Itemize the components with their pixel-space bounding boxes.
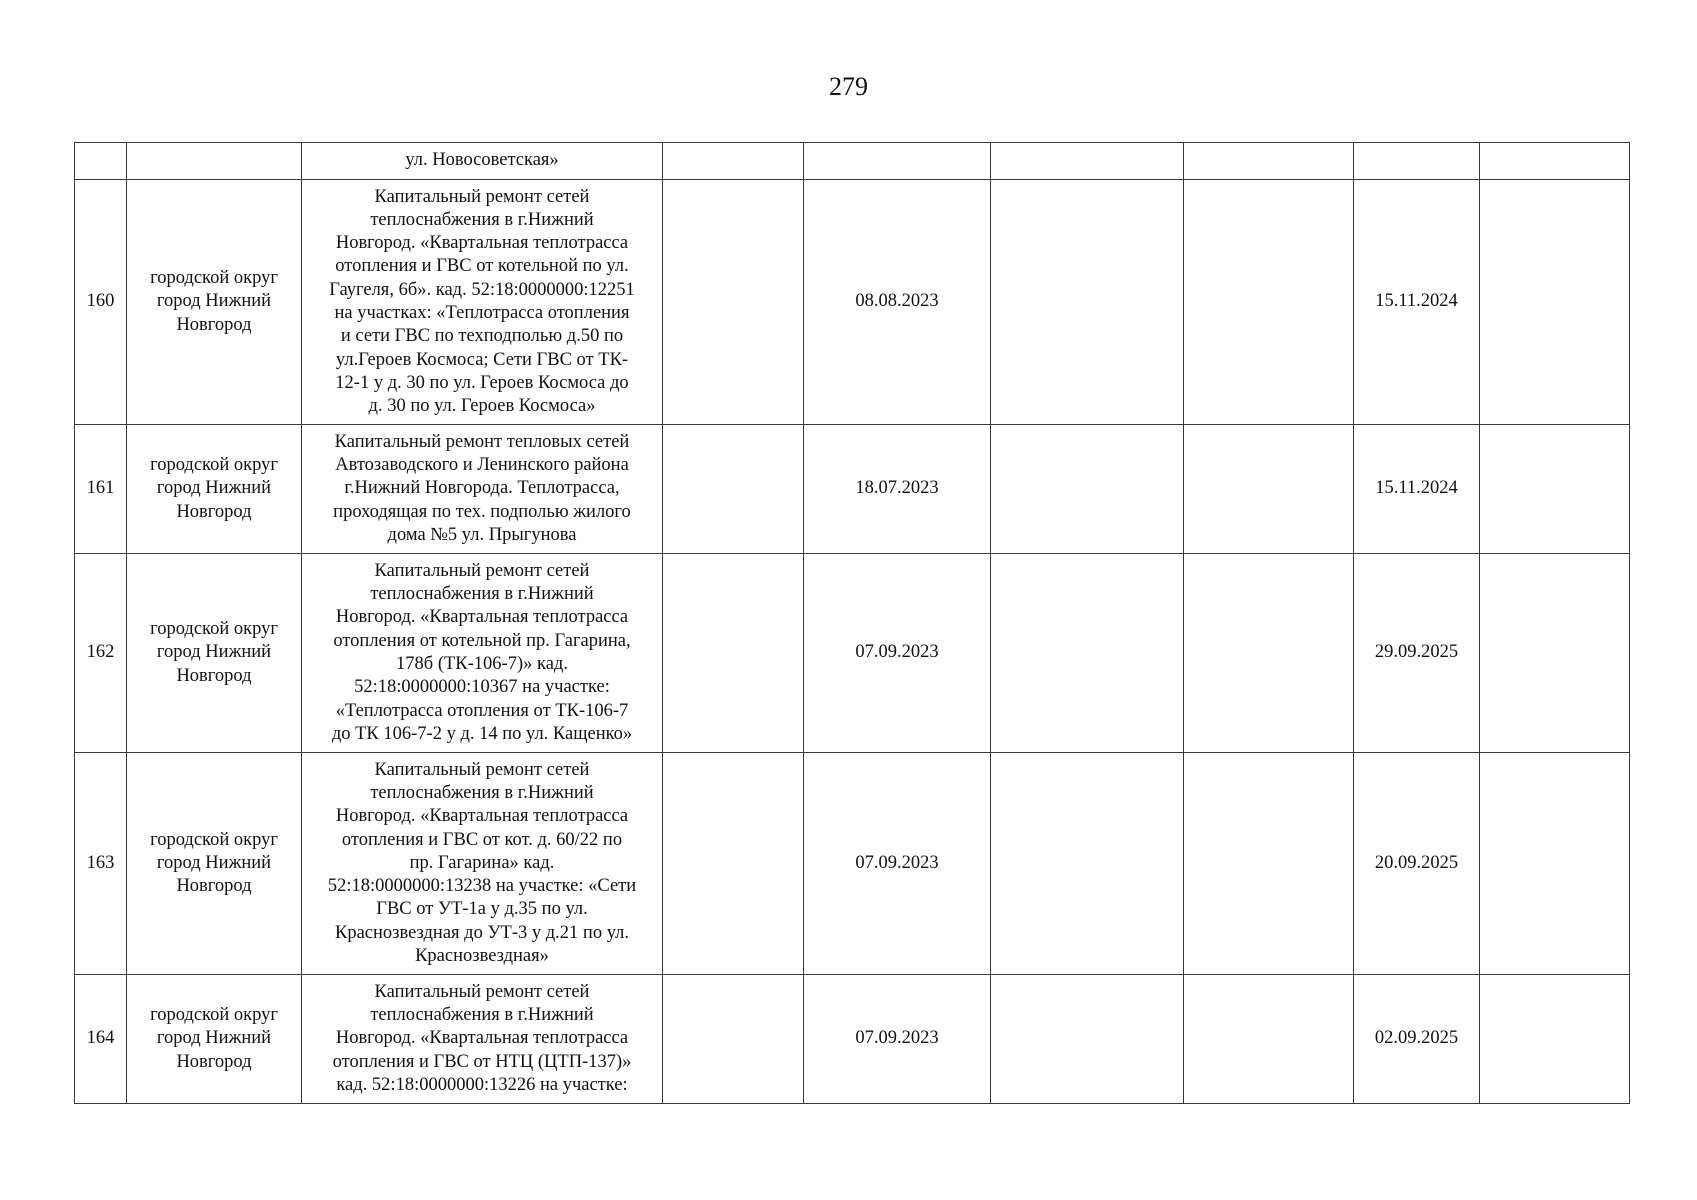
description-line: ул.Героев Космоса; Сети ГВС от ТК- bbox=[335, 349, 629, 370]
description-line: Новгород. «Квартальная теплотрасса bbox=[335, 607, 629, 628]
cell-date-end bbox=[1354, 143, 1480, 180]
cell-date-end: 29.09.2025 bbox=[1354, 554, 1480, 753]
cell-date-start: 07.09.2023 bbox=[804, 975, 991, 1104]
municipality-line: городской округ bbox=[150, 455, 278, 476]
cell-date-start: 07.09.2023 bbox=[804, 753, 991, 975]
description-line: проходящая по тех. подполью жилого bbox=[333, 501, 631, 522]
description-line: кад. 52:18:0000000:13226 на участке: bbox=[336, 1074, 628, 1095]
table-row-continuation bbox=[75, 143, 1630, 180]
cell-empty bbox=[1480, 143, 1630, 180]
cell-empty bbox=[991, 425, 1184, 554]
cell-num: 163 bbox=[75, 753, 127, 975]
description-line: отопления и ГВС от кот. д. 60/22 по bbox=[341, 829, 623, 850]
cell-num: 161 bbox=[75, 425, 127, 554]
cell-description bbox=[302, 753, 663, 975]
description-line: ГВС от УТ-1а у д.35 по ул. bbox=[376, 899, 588, 920]
municipality-line: Новгород bbox=[176, 876, 252, 897]
table-row bbox=[75, 554, 1630, 753]
description-line: 12-1 у д. 30 по ул. Героев Космоса до bbox=[335, 372, 629, 393]
description-line: теплоснабжения в г.Нижний bbox=[370, 1005, 594, 1026]
cell-description bbox=[302, 180, 663, 425]
description-line: отопления и ГВС от НТЦ (ЦТП-137)» bbox=[332, 1051, 632, 1072]
table-row bbox=[75, 753, 1630, 975]
municipality-line: Новгород bbox=[176, 501, 252, 522]
cell-description bbox=[302, 554, 663, 753]
cell-municipality bbox=[127, 143, 302, 180]
cell-municipality bbox=[127, 425, 302, 554]
description-line: теплоснабжения в г.Нижний bbox=[370, 782, 594, 803]
municipality-line: городской округ bbox=[150, 829, 278, 850]
description-line: до ТК 106-7-2 у д. 14 по ул. Кащенко» bbox=[331, 723, 633, 744]
description-line: Новгород. «Квартальная теплотрасса bbox=[335, 233, 629, 254]
municipality-line: Новгород bbox=[176, 314, 252, 335]
cell-empty bbox=[1184, 425, 1354, 554]
cell-empty bbox=[1480, 180, 1630, 425]
municipality-line: городской округ bbox=[150, 619, 278, 640]
description-line: 178б (ТК-106-7)» кад. bbox=[396, 654, 568, 674]
municipality-line: город Нижний bbox=[156, 852, 272, 873]
cell-municipality bbox=[127, 975, 302, 1104]
municipality-line: город Нижний bbox=[156, 291, 272, 312]
cell-empty bbox=[1480, 425, 1630, 554]
cell-date-end: 15.11.2024 bbox=[1354, 425, 1480, 554]
cell-empty bbox=[1184, 143, 1354, 180]
cell-empty bbox=[663, 554, 804, 753]
cell-empty bbox=[991, 143, 1184, 180]
cell-empty bbox=[1480, 554, 1630, 753]
description-line: Краснозвездная до УТ-3 у д.21 по ул. bbox=[335, 922, 629, 943]
municipality-line: Новгород bbox=[176, 665, 252, 686]
description-line: г.Нижний Новгорода. Теплотрасса, bbox=[344, 478, 620, 499]
works-table bbox=[74, 142, 1630, 1104]
cell-date-start bbox=[804, 143, 991, 180]
description-line: на участках: «Теплотрасса отопления bbox=[334, 303, 630, 323]
cell-date-start: 08.08.2023 bbox=[804, 180, 991, 425]
cell-empty bbox=[1480, 975, 1630, 1104]
municipality-line: город Нижний bbox=[156, 1028, 272, 1049]
cell-empty bbox=[991, 753, 1184, 975]
cell-empty bbox=[1184, 753, 1354, 975]
description-line: 52:18:0000000:13238 на участке: «Сети bbox=[327, 876, 637, 897]
cell-date-end: 15.11.2024 bbox=[1354, 180, 1480, 425]
cell-num: 160 bbox=[75, 180, 127, 425]
table-row bbox=[75, 180, 1630, 425]
cell-num: 162 bbox=[75, 554, 127, 753]
cell-description bbox=[302, 143, 663, 180]
description-line: отопления и ГВС от котельной по ул. bbox=[335, 256, 629, 277]
municipality-line: городской округ bbox=[150, 1005, 278, 1026]
cell-description bbox=[302, 975, 663, 1104]
cell-empty bbox=[991, 554, 1184, 753]
description-line: и сети ГВС по техподполью д.50 по bbox=[340, 326, 624, 347]
cell-num bbox=[75, 143, 127, 180]
description-line: 52:18:0000000:10367 на участке: bbox=[354, 677, 610, 698]
municipality-line: городской округ bbox=[150, 268, 278, 289]
description-line: Гаугеля, 6б». кад. 52:18:0000000:12251 bbox=[329, 279, 635, 300]
description-line: Капитальный ремонт сетей bbox=[374, 560, 590, 581]
table-row bbox=[75, 425, 1630, 554]
description-line: Капитальный ремонт сетей bbox=[374, 981, 590, 1002]
cell-num: 164 bbox=[75, 975, 127, 1104]
cell-empty bbox=[663, 975, 804, 1104]
table-row bbox=[75, 975, 1630, 1104]
description-line: ул. Новосоветская» bbox=[405, 150, 559, 171]
cell-empty bbox=[663, 143, 804, 180]
cell-municipality bbox=[127, 180, 302, 425]
cell-date-start: 07.09.2023 bbox=[804, 554, 991, 753]
description-line: теплоснабжения в г.Нижний bbox=[370, 584, 594, 605]
cell-empty bbox=[1184, 180, 1354, 425]
description-line: Новгород. «Квартальная теплотрасса bbox=[335, 1028, 629, 1049]
municipality-line: город Нижний bbox=[156, 478, 272, 499]
description-line: Капитальный ремонт сетей bbox=[374, 759, 590, 780]
cell-date-end: 20.09.2025 bbox=[1354, 753, 1480, 975]
municipality-line: город Нижний bbox=[156, 642, 272, 663]
description-line: «Теплотрасса отопления от ТК-106-7 bbox=[335, 700, 629, 721]
description-line: теплоснабжения в г.Нижний bbox=[370, 209, 594, 230]
cell-empty bbox=[1480, 753, 1630, 975]
description-line: отопления от котельной пр. Гагарина, bbox=[333, 630, 631, 651]
cell-empty bbox=[663, 180, 804, 425]
description-line: Автозаводского и Ленинского района bbox=[335, 455, 629, 476]
cell-date-end: 02.09.2025 bbox=[1354, 975, 1480, 1104]
cell-empty bbox=[991, 180, 1184, 425]
cell-empty bbox=[663, 425, 804, 554]
description-line: Новгород. «Квартальная теплотрасса bbox=[335, 806, 629, 827]
description-line: пр. Гагарина» кад. bbox=[409, 852, 555, 873]
cell-municipality bbox=[127, 753, 302, 975]
cell-municipality bbox=[127, 554, 302, 753]
cell-empty bbox=[991, 975, 1184, 1104]
cell-empty bbox=[1184, 554, 1354, 753]
description-line: дома №5 ул. Прыгунова bbox=[387, 524, 577, 545]
page-number: 279 bbox=[829, 72, 868, 101]
cell-description bbox=[302, 425, 663, 554]
description-line: Капитальный ремонт тепловых сетей bbox=[334, 431, 630, 452]
cell-empty bbox=[663, 753, 804, 975]
description-line: Краснозвездная» bbox=[415, 946, 549, 967]
description-line: Капитальный ремонт сетей bbox=[374, 186, 590, 207]
cell-date-start: 18.07.2023 bbox=[804, 425, 991, 554]
cell-empty bbox=[1184, 975, 1354, 1104]
municipality-line: Новгород bbox=[176, 1051, 252, 1072]
description-line: д. 30 по ул. Героев Космоса» bbox=[368, 396, 596, 417]
